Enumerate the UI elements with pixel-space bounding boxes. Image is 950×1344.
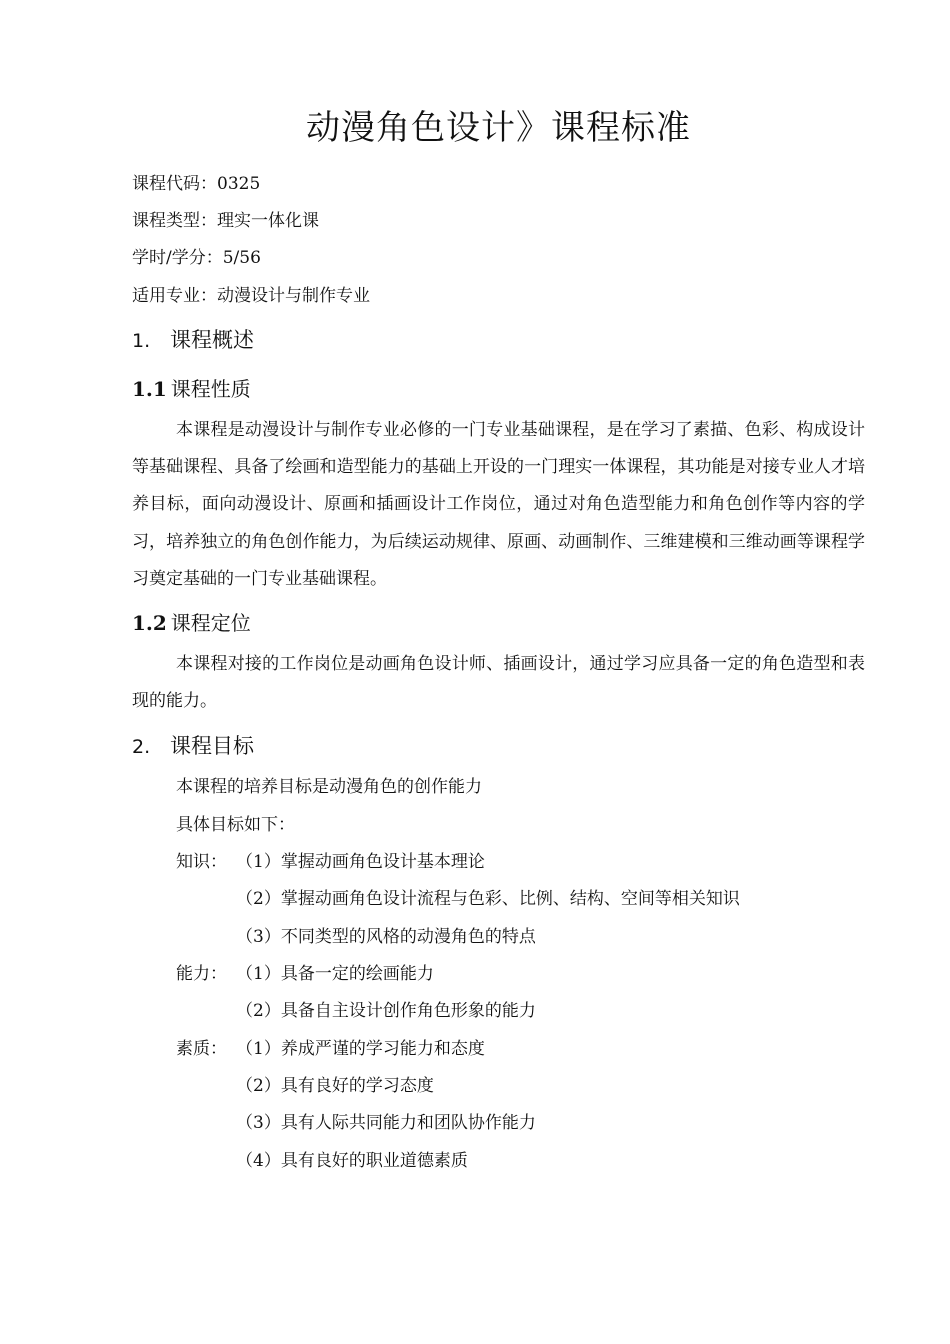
objective-intro-2: 具体目标如下： — [176, 815, 295, 835]
quality-item: （2）具有良好的学习态度 — [236, 1076, 434, 1096]
document-title: 动漫角色设计》课程标准 — [306, 108, 691, 148]
knowledge-item: （1）掌握动画角色设计基本理论 — [236, 852, 485, 872]
quality-item: （1）养成严谨的学习能力和态度 — [236, 1039, 485, 1059]
section-1-2-heading — [132, 608, 251, 638]
knowledge-row-1 — [176, 850, 485, 874]
knowledge-item: （3）不同类型的风格的动漫角色的特点 — [236, 927, 536, 947]
section-1-1-heading — [132, 374, 251, 404]
course-code: 课程代码：0325 — [132, 174, 261, 194]
section-1-1-body: 本课程是动漫设计与制作专业必修的一门专业基础课程，是在学习了素描、色彩、构成设计等基础课程、具备了绘画和造型能力的基础上开设的一门理实一体课程，其功能是对接专业人才培养目标，面向动漫设计、原画和插画设计工作岗位，通过对角色造型能力和角色创作等内容的学习，培养独立的角色创作能力，为后续运动规律、原画、动画制作、三维建模和三维动画等课程学习奠定基础的一门专业基础课程。 — [132, 420, 865, 589]
knowledge-item: （2）掌握动画角色设计流程与色彩、比例、结构、空间等相关知识 — [236, 889, 740, 909]
section-1-heading — [132, 325, 254, 356]
ability-row-1 — [176, 962, 434, 986]
ability-label: 能力： — [176, 964, 227, 984]
ability-item: （1）具备一定的绘画能力 — [236, 964, 434, 984]
course-hours: 学时/学分：5/56 — [132, 248, 261, 268]
quality-row-1 — [176, 1037, 485, 1061]
section-2-title: 课程目标 — [170, 734, 254, 758]
course-type: 课程类型：理实一体化课 — [132, 211, 319, 231]
section-1-2-number: 1.2 — [132, 611, 167, 635]
quality-label: 素质： — [176, 1039, 227, 1059]
section-2-number: 2. — [132, 736, 151, 758]
objective-intro: 本课程的培养目标是动漫角色的创作能力 — [176, 777, 482, 797]
knowledge-label: 知识： — [176, 852, 227, 872]
section-1-1-title: 课程性质 — [170, 377, 251, 401]
section-1-1-number: 1.1 — [132, 377, 167, 401]
quality-item: （3）具有人际共同能力和团队协作能力 — [236, 1113, 536, 1133]
section-1-number: 1. — [132, 330, 151, 352]
quality-item: （4）具有良好的职业道德素质 — [236, 1151, 468, 1171]
section-1-title: 课程概述 — [170, 328, 254, 352]
section-2-heading — [132, 731, 254, 762]
section-1-2-title: 课程定位 — [170, 611, 251, 635]
ability-item: （2）具备自主设计创作角色形象的能力 — [236, 1001, 536, 1021]
course-major: 适用专业：动漫设计与制作专业 — [132, 286, 370, 306]
section-1-2-body: 本课程对接的工作岗位是动画角色设计师、插画设计，通过学习应具备一定的角色造型和表现的能力。 — [132, 654, 865, 712]
